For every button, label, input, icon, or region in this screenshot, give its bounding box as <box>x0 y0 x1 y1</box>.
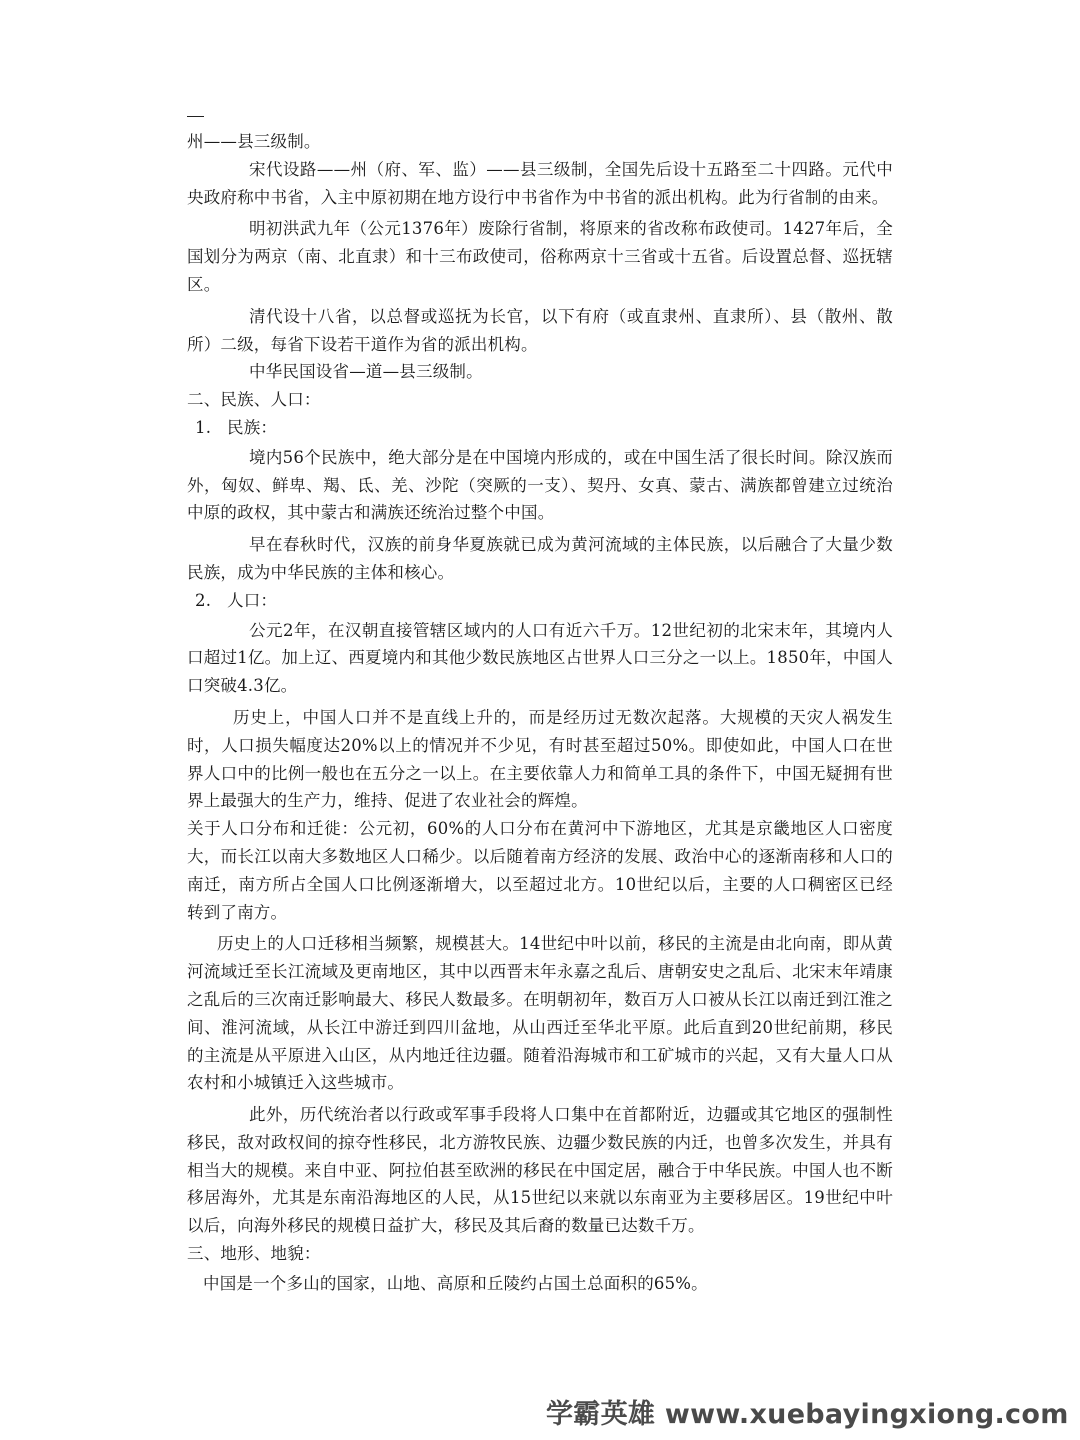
numbered-heading <box>187 587 893 615</box>
paragraph: 清代设十八省，以总督或巡抚为长官，以下有府（或直隶州、直隶所）、县（散州、散所）二级，每省下设若干道作为省的派出机构。 <box>187 306 893 354</box>
item-label: 人口： <box>227 590 278 610</box>
paragraph: 境内56个民族中，绝大部分是在中国境内形成的，或在中国生活了很长时间。除汉族而外，匈奴、鲜卑、羯、氐、羌、沙陀（突厥的一支）、契丹、女真、蒙古、满族都曾建立过统治中原的政权，其中蒙古和满族还统治过整个中国。 <box>187 447 893 523</box>
section-heading: 三、地形、地貌： <box>187 1244 321 1264</box>
paragraph: 早在春秋时代，汉族的前身华夏族就已成为黄河流域的主体民族，以后融合了大量少数民族，成为中华民族的主体和核心。 <box>187 535 893 582</box>
paragraph: 此外，历代统治者以行政或军事手段将人口集中在首都附近，边疆或其它地区的强制性移民，敌对政权间的掠夺性移民，北方游牧民族、边疆少数民族的内迁，也曾多次发生，并具有相当大的规模。来自中亚、阿拉伯甚至欧洲的移民在中国定居，融合于中华民族。中国人也不断移居海外，尤其是东南沿海地区的人民，从15世纪以来就以东南亚为主要移居区。19世纪中叶以后，向海外移民的规模日益扩大，移民及其后裔的数量已达数千万。 <box>187 1105 893 1236</box>
site-watermark: 学霸英雄 www.xuebayingxiong.com <box>546 1399 1069 1430</box>
paragraph: 关于人口分布和迁徙：公元初，60%的人口分布在黄河中下游地区，尤其是京畿地区人口密度大，而长江以南大多数地区人口稀少。以后随着南方经济的发展、政治中心的逐渐南移和人口的南迁，南方所占全国人口比例逐渐增大，以至超过北方。10世纪以后，主要的人口稠密区已经转到了南方。 <box>187 819 893 922</box>
numbered-heading <box>187 414 893 442</box>
document-body <box>187 100 893 1298</box>
item-label: 民族： <box>227 417 278 437</box>
paragraph: 公元2年，在汉朝直接管辖区域内的人口有近六千万。12世纪初的北宋末年，其境内人口超过1亿。加上辽、西夏境内和其他少数民族地区占世界人口三分之一以上。1850年，中国人口突破4.3亿。 <box>187 620 893 696</box>
section-heading: 二、民族、人口： <box>187 390 321 410</box>
paragraph: 中国是一个多山的国家，山地、高原和丘陵约占国土总面积的65%。 <box>203 1273 708 1293</box>
paragraph: 州——县三级制。 <box>187 132 321 151</box>
item-number: 1. <box>195 417 212 437</box>
paragraph: 历史上，中国人口并不是直线上升的，而是经历过无数次起落。大规模的天灾人祸发生时，人口损失幅度达20%以上的情况并不少见，有时甚至超过50%。即使如此，中国人口在世界人口中的比例一般也在五分之一以上。在主要依靠人力和简单工具的条件下，中国无疑拥有世界上最强大的生产力，维持、促进了农业社会的辉煌。 <box>187 707 893 811</box>
paragraph: 历史上的人口迁移相当频繁，规模甚大。14世纪中叶以前，移民的主流是由北向南，即从黄河流域迁至长江流域及更南地区，其中以西晋末年永嘉之乱后、唐朝安史之乱后、北宋末年靖康之乱后的三次南迁影响最大、移民人数最多。在明朝初年，数百万人口被从长江以南迁到江淮之间、淮河流域，从长江中游迁到四川盆地，从山西迁至华北平原。此后直到20世纪前期，移民的主流是从平原进入山区，从内地迁往边疆。随着沿海城市和工矿城市的兴起，又有大量人口从农村和小城镇迁入这些城市。 <box>187 934 893 1093</box>
paragraph: 中华民国设省—道—县三级制。 <box>249 362 483 382</box>
paragraph: 明初洪武九年（公元1376年）废除行省制，将原来的省改称布政使司。1427年后，全国划分为两京（南、北直隶）和十三布政使司，俗称两京十三省或十五省。后设置总督、巡抚辖区。 <box>187 219 893 294</box>
paragraph: 宋代设路——州（府、军、监）——县三级制，全国先后设十五路至二十四路。元代中央政府称中书省，入主中原初期在地方设行中书省作为中书省的派出机构。此为行省制的由来。 <box>187 159 893 207</box>
item-number: 2. <box>195 590 212 610</box>
